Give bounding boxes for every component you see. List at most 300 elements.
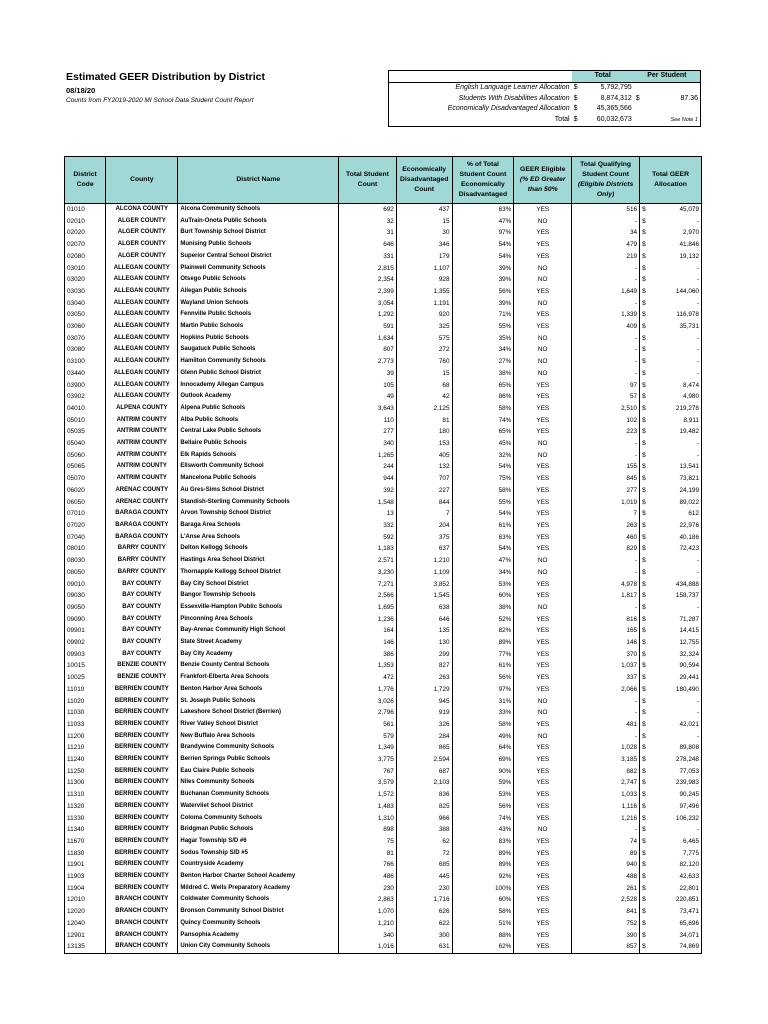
currency-sign: $ xyxy=(642,919,646,927)
county-name: BRANCH COUNTY xyxy=(106,918,178,930)
county-name: BERRIEN COUNTY xyxy=(106,836,178,848)
econ-disadvantaged-pct: 39% xyxy=(452,263,514,275)
econ-disadvantaged-pct: 89% xyxy=(452,637,514,649)
econ-disadvantaged-count: 1,716 xyxy=(396,894,452,906)
geer-allocation-value: - xyxy=(696,276,699,284)
qualifying-student-count xyxy=(572,660,640,672)
geer-eligible: YES xyxy=(514,883,572,895)
qualifying-student-count xyxy=(572,426,640,438)
qualifying-student-count xyxy=(572,555,640,567)
econ-disadvantaged-count: 626 xyxy=(396,906,452,918)
col-header-eligible-note: (% ED Greater than 50% xyxy=(519,176,566,193)
qualifying-student-count xyxy=(572,532,640,544)
table-row xyxy=(65,918,702,930)
currency-sign: $ xyxy=(642,241,646,249)
county-name: BERRIEN COUNTY xyxy=(106,719,178,731)
geer-eligible: YES xyxy=(514,391,572,403)
district-code: 13135 xyxy=(65,941,106,953)
district-name: Plainwell Community Schools xyxy=(178,263,339,275)
district-name: Saugatuck Public Schools xyxy=(178,344,339,356)
district-code: 11310 xyxy=(65,789,106,801)
econ-disadvantaged-count: 2,103 xyxy=(396,777,452,789)
econ-disadvantaged-count: 825 xyxy=(396,801,452,813)
econ-disadvantaged-pct: 34% xyxy=(452,567,514,579)
qualifying-student-count xyxy=(572,625,640,637)
district-name: Martin Public Schools xyxy=(178,321,339,333)
geer-allocation-value: 90,245 xyxy=(679,791,699,799)
geer-eligible: YES xyxy=(514,543,572,555)
district-name: Lakeshore School District (Berrien) xyxy=(178,707,339,719)
table-row xyxy=(65,356,702,368)
geer-allocation-value: 278,248 xyxy=(675,756,699,764)
geer-allocation-value: 6,465 xyxy=(683,837,699,845)
district-name: Coldwater Community Schools xyxy=(178,894,339,906)
total-student-count: 75 xyxy=(339,836,397,848)
geer-allocation xyxy=(640,579,702,591)
district-code: 09902 xyxy=(65,637,106,649)
geer-allocation xyxy=(640,801,702,813)
county-name: BERRIEN COUNTY xyxy=(106,859,178,871)
table-row xyxy=(65,532,702,544)
county-name: BERRIEN COUNTY xyxy=(106,696,178,708)
district-name: Alpena Public Schools xyxy=(178,403,339,415)
geer-allocation-value: 74,869 xyxy=(679,943,699,951)
table-row xyxy=(65,508,702,520)
econ-disadvantaged-pct: 86% xyxy=(452,391,514,403)
econ-disadvantaged-count: 1,191 xyxy=(396,298,452,310)
district-code: 12010 xyxy=(65,894,106,906)
col-header-total: Total Student Count xyxy=(339,157,397,204)
table-row xyxy=(65,579,702,591)
geer-allocation xyxy=(640,707,702,719)
geer-allocation-value: - xyxy=(696,451,699,459)
total-student-count: 392 xyxy=(339,485,397,497)
total-student-count: 244 xyxy=(339,461,397,473)
geer-allocation xyxy=(640,227,702,239)
qualifying-student-count xyxy=(572,941,640,953)
econ-disadvantaged-count: 966 xyxy=(396,813,452,825)
district-name: Munising Public Schools xyxy=(178,239,339,251)
district-code: 03050 xyxy=(65,309,106,321)
geer-allocation-value: - xyxy=(696,369,699,377)
qualifying-student-count-value: - xyxy=(634,709,638,717)
qualifying-student-count-value: 829 xyxy=(626,545,638,553)
qualifying-student-count-value: 481 xyxy=(626,720,638,728)
table-row xyxy=(65,801,702,813)
district-code: 08010 xyxy=(65,543,106,555)
county-name: ALLEGAN COUNTY xyxy=(106,344,178,356)
county-name: BARAGA COUNTY xyxy=(106,508,178,520)
econ-disadvantaged-count: 1,545 xyxy=(396,590,452,602)
total-student-count: 692 xyxy=(339,204,397,216)
total-student-count: 1,776 xyxy=(339,684,397,696)
county-name: BERRIEN COUNTY xyxy=(106,883,178,895)
table-row xyxy=(65,696,702,708)
table-row xyxy=(65,941,702,953)
qualifying-student-count-value: 219 xyxy=(626,252,638,260)
econ-disadvantaged-count: 844 xyxy=(396,497,452,509)
geer-allocation-value: - xyxy=(696,358,699,366)
geer-allocation xyxy=(640,672,702,684)
district-name: Berrien Springs Public Schools xyxy=(178,754,339,766)
county-name: ALGER COUNTY xyxy=(106,216,178,228)
qualifying-student-count-value: - xyxy=(634,451,638,459)
geer-eligible: NO xyxy=(514,731,572,743)
qualifying-student-count xyxy=(572,298,640,310)
table-row xyxy=(65,333,702,345)
geer-eligible: YES xyxy=(514,614,572,626)
geer-allocation-value: - xyxy=(696,299,699,307)
table-row xyxy=(65,742,702,754)
table-row xyxy=(65,555,702,567)
geer-allocation xyxy=(640,941,702,953)
geer-allocation-value: 612 xyxy=(688,510,699,518)
qualifying-student-count-value: - xyxy=(634,732,638,740)
econ-disadvantaged-pct: 54% xyxy=(452,461,514,473)
econ-disadvantaged-count: 405 xyxy=(396,450,452,462)
district-code: 03060 xyxy=(65,321,106,333)
econ-disadvantaged-count: 42 xyxy=(396,391,452,403)
total-student-count: 1,265 xyxy=(339,450,397,462)
qualifying-student-count-value: 146 xyxy=(626,639,638,647)
district-name: Arvon Township School District xyxy=(178,508,339,520)
econ-disadvantaged-pct: 61% xyxy=(452,660,514,672)
total-student-count: 230 xyxy=(339,883,397,895)
geer-allocation xyxy=(640,216,702,228)
district-name: Bronson Community School District xyxy=(178,906,339,918)
currency-sign: $ xyxy=(642,896,646,904)
econ-disadvantaged-pct: 33% xyxy=(452,707,514,719)
currency-sign: $ xyxy=(642,639,646,647)
district-code: 05040 xyxy=(65,438,106,450)
geer-allocation xyxy=(640,251,702,263)
currency-sign: $ xyxy=(642,615,646,623)
county-name: BERRIEN COUNTY xyxy=(106,742,178,754)
econ-disadvantaged-pct: 32% xyxy=(452,450,514,462)
currency-sign: $ xyxy=(642,826,646,834)
currency-sign: $ xyxy=(642,943,646,951)
district-name: L'Anse Area Schools xyxy=(178,532,339,544)
geer-eligible: YES xyxy=(514,473,572,485)
geer-eligible: YES xyxy=(514,251,572,263)
geer-allocation xyxy=(640,930,702,942)
geer-eligible: YES xyxy=(514,204,572,216)
district-code: 12020 xyxy=(65,906,106,918)
summary-header-total: Total xyxy=(572,71,634,83)
table-row xyxy=(65,520,702,532)
geer-allocation xyxy=(640,450,702,462)
econ-disadvantaged-count: 575 xyxy=(396,333,452,345)
county-name: ALLEGAN COUNTY xyxy=(106,321,178,333)
econ-disadvantaged-count: 865 xyxy=(396,742,452,754)
district-code: 03100 xyxy=(65,356,106,368)
geer-allocation xyxy=(640,485,702,497)
total-student-count: 1,548 xyxy=(339,497,397,509)
county-name: ALLEGAN COUNTY xyxy=(106,333,178,345)
district-code: 09050 xyxy=(65,602,106,614)
district-name: Mancelona Public Schools xyxy=(178,473,339,485)
econ-disadvantaged-pct: 74% xyxy=(452,415,514,427)
qualifying-student-count xyxy=(572,696,640,708)
econ-disadvantaged-count: 919 xyxy=(396,707,452,719)
geer-allocation xyxy=(640,602,702,614)
geer-eligible: YES xyxy=(514,625,572,637)
geer-eligible: YES xyxy=(514,380,572,392)
col-header-eligible-title: GEER Eligible xyxy=(520,166,566,173)
qualifying-student-count-value: - xyxy=(634,440,638,448)
econ-disadvantaged-pct: 97% xyxy=(452,227,514,239)
currency-sign: $ xyxy=(642,685,646,693)
total-student-count: 164 xyxy=(339,625,397,637)
econ-disadvantaged-count: 180 xyxy=(396,426,452,438)
total-student-count: 2,796 xyxy=(339,707,397,719)
qualifying-student-count-value: 7 xyxy=(633,510,638,518)
county-name: BAY COUNTY xyxy=(106,614,178,626)
district-code: 09903 xyxy=(65,649,106,661)
currency-sign: $ xyxy=(642,861,646,869)
county-name: BAY COUNTY xyxy=(106,590,178,602)
summary-label: English Language Learner Allocation xyxy=(455,83,570,91)
qualifying-student-count xyxy=(572,356,640,368)
table-row xyxy=(65,216,702,228)
currency-sign: $ xyxy=(642,580,646,588)
table-row xyxy=(65,461,702,473)
geer-allocation-value: 82,120 xyxy=(679,861,699,869)
total-student-count: 1,310 xyxy=(339,813,397,825)
currency-sign: $ xyxy=(642,767,646,775)
geer-allocation xyxy=(640,883,702,895)
county-name: BENZIE COUNTY xyxy=(106,672,178,684)
econ-disadvantaged-count: 325 xyxy=(396,321,452,333)
econ-disadvantaged-pct: 89% xyxy=(452,859,514,871)
econ-disadvantaged-count: 62 xyxy=(396,836,452,848)
district-code: 11200 xyxy=(65,731,106,743)
district-name: Fennville Public Schools xyxy=(178,309,339,321)
table-row xyxy=(65,614,702,626)
qualifying-student-count-value: - xyxy=(634,603,638,611)
econ-disadvantaged-pct: 59% xyxy=(452,777,514,789)
qualifying-student-count xyxy=(572,637,640,649)
currency-sign: $ xyxy=(642,229,646,237)
currency-sign: $ xyxy=(642,837,646,845)
econ-disadvantaged-pct: 60% xyxy=(452,894,514,906)
county-name: BERRIEN COUNTY xyxy=(106,824,178,836)
qualifying-student-count xyxy=(572,204,640,216)
qualifying-student-count-value: 2,528 xyxy=(621,896,638,904)
econ-disadvantaged-pct: 92% xyxy=(452,871,514,883)
geer-allocation-value: 41,846 xyxy=(679,241,699,249)
geer-allocation-value: 29,441 xyxy=(679,674,699,682)
qualifying-student-count xyxy=(572,579,640,591)
econ-disadvantaged-count: 437 xyxy=(396,204,452,216)
district-name: Bellaire Public Schools xyxy=(178,438,339,450)
qualifying-student-count-value: 845 xyxy=(626,475,638,483)
geer-allocation xyxy=(640,696,702,708)
currency-sign: $ xyxy=(642,650,646,658)
qualifying-student-count-value: - xyxy=(634,217,638,225)
currency-sign: $ xyxy=(642,346,646,354)
geer-allocation-value: 24,199 xyxy=(679,486,699,494)
county-name: ALLEGAN COUNTY xyxy=(106,286,178,298)
county-name: ALLEGAN COUNTY xyxy=(106,356,178,368)
qualifying-student-count xyxy=(572,707,640,719)
qualifying-student-count xyxy=(572,614,640,626)
econ-disadvantaged-pct: 53% xyxy=(452,789,514,801)
total-student-count: 2,399 xyxy=(339,286,397,298)
district-code: 11240 xyxy=(65,754,106,766)
currency-sign: $ xyxy=(642,276,646,284)
geer-eligible: YES xyxy=(514,426,572,438)
district-code: 11033 xyxy=(65,719,106,731)
total-student-count: 81 xyxy=(339,848,397,860)
geer-allocation-value: - xyxy=(696,217,699,225)
geer-allocation-value: 8,474 xyxy=(683,381,699,389)
summary-per-currency: $ xyxy=(635,94,640,102)
qualifying-student-count xyxy=(572,321,640,333)
geer-allocation-value: 90,594 xyxy=(679,662,699,670)
district-code: 05065 xyxy=(65,461,106,473)
summary-per-currency xyxy=(634,83,646,94)
econ-disadvantaged-pct: 62% xyxy=(452,941,514,953)
qualifying-student-count xyxy=(572,263,640,275)
county-name: BERRIEN COUNTY xyxy=(106,871,178,883)
currency-sign: $ xyxy=(642,428,646,436)
summary-per-student-value xyxy=(646,82,701,93)
geer-eligible: YES xyxy=(514,461,572,473)
qualifying-student-count xyxy=(572,824,640,836)
table-row xyxy=(65,777,702,789)
district-distribution-table xyxy=(64,156,702,954)
qualifying-student-count xyxy=(572,274,640,286)
qualifying-student-count-value: - xyxy=(634,346,638,354)
county-name: BERRIEN COUNTY xyxy=(106,684,178,696)
qualifying-student-count xyxy=(572,602,640,614)
county-name: BERRIEN COUNTY xyxy=(106,777,178,789)
econ-disadvantaged-pct: 65% xyxy=(452,380,514,392)
summary-label: Total xyxy=(554,116,570,124)
geer-eligible: YES xyxy=(514,789,572,801)
econ-disadvantaged-pct: 63% xyxy=(452,204,514,216)
econ-disadvantaged-pct: 58% xyxy=(452,403,514,415)
econ-disadvantaged-pct: 88% xyxy=(452,930,514,942)
econ-disadvantaged-pct: 58% xyxy=(452,485,514,497)
geer-eligible: NO xyxy=(514,450,572,462)
summary-label: Students With Disabilities Allocation xyxy=(458,94,570,102)
geer-allocation-value: - xyxy=(696,826,699,834)
geer-allocation-value: 65,696 xyxy=(679,919,699,927)
total-student-count: 110 xyxy=(339,415,397,427)
total-student-count: 2,863 xyxy=(339,894,397,906)
total-student-count: 2,566 xyxy=(339,590,397,602)
qualifying-student-count-value: 277 xyxy=(626,486,638,494)
currency-sign: $ xyxy=(642,603,646,611)
geer-eligible: NO xyxy=(514,567,572,579)
table-row xyxy=(65,660,702,672)
summary-per-student-value: See Note 1 xyxy=(670,117,698,124)
econ-disadvantaged-pct: 63% xyxy=(452,532,514,544)
qualifying-student-count xyxy=(572,227,640,239)
county-name: ALLEGAN COUNTY xyxy=(106,368,178,380)
geer-allocation-value: 434,888 xyxy=(675,580,699,588)
table-row xyxy=(65,836,702,848)
qualifying-student-count xyxy=(572,742,640,754)
geer-eligible: YES xyxy=(514,684,572,696)
table-row xyxy=(65,930,702,942)
district-name: Essexville-Hampton Public Schools xyxy=(178,602,339,614)
currency-sign: $ xyxy=(642,404,646,412)
geer-eligible: YES xyxy=(514,649,572,661)
econ-disadvantaged-count: 204 xyxy=(396,520,452,532)
qualifying-student-count xyxy=(572,883,640,895)
table-row xyxy=(65,391,702,403)
total-student-count: 1,695 xyxy=(339,602,397,614)
district-code: 11020 xyxy=(65,696,106,708)
total-student-count: 766 xyxy=(339,859,397,871)
table-row xyxy=(65,298,702,310)
qualifying-student-count xyxy=(572,754,640,766)
table-row xyxy=(65,543,702,555)
geer-eligible: NO xyxy=(514,216,572,228)
geer-allocation-value: 106,232 xyxy=(675,814,699,822)
econ-disadvantaged-count: 68 xyxy=(396,380,452,392)
summary-row xyxy=(389,104,701,115)
econ-disadvantaged-count: 153 xyxy=(396,438,452,450)
qualifying-student-count-value: 223 xyxy=(626,428,638,436)
qualifying-student-count-value: 1,649 xyxy=(621,287,638,295)
geer-allocation xyxy=(640,660,702,672)
geer-allocation-value: 22,976 xyxy=(679,521,699,529)
district-name: Hagar Township S/D #6 xyxy=(178,836,339,848)
geer-eligible: YES xyxy=(514,579,572,591)
total-student-count: 386 xyxy=(339,649,397,661)
qualifying-student-count-value: 1,037 xyxy=(621,662,638,670)
district-name: Alba Public Schools xyxy=(178,415,339,427)
econ-disadvantaged-count: 638 xyxy=(396,602,452,614)
geer-allocation xyxy=(640,497,702,509)
summary-row xyxy=(389,82,701,93)
geer-eligible: NO xyxy=(514,368,572,380)
total-student-count: 1,483 xyxy=(339,801,397,813)
county-name: BRANCH COUNTY xyxy=(106,941,178,953)
district-code: 04010 xyxy=(65,403,106,415)
geer-allocation-value: 22,801 xyxy=(679,884,699,892)
geer-allocation-value: 12,755 xyxy=(679,639,699,647)
table-row xyxy=(65,344,702,356)
table-row xyxy=(65,263,702,275)
currency-sign: $ xyxy=(642,908,646,916)
currency-sign: $ xyxy=(642,440,646,448)
geer-allocation-value: 77,053 xyxy=(679,767,699,775)
econ-disadvantaged-count: 388 xyxy=(396,824,452,836)
qualifying-student-count-value: 261 xyxy=(626,884,638,892)
currency-sign: $ xyxy=(642,486,646,494)
econ-disadvantaged-pct: 53% xyxy=(452,579,514,591)
district-name: Burt Township School District xyxy=(178,227,339,239)
qualifying-student-count xyxy=(572,520,640,532)
geer-allocation xyxy=(640,824,702,836)
qualifying-student-count-value: 841 xyxy=(626,908,638,916)
summary-per-currency xyxy=(634,104,646,115)
table-row xyxy=(65,649,702,661)
econ-disadvantaged-count: 685 xyxy=(396,859,452,871)
qualifying-student-count-value: 1,339 xyxy=(621,311,638,319)
geer-eligible: YES xyxy=(514,660,572,672)
geer-allocation-value: 34,071 xyxy=(679,931,699,939)
currency-sign: $ xyxy=(642,674,646,682)
currency-sign: $ xyxy=(642,416,646,424)
econ-disadvantaged-pct: 60% xyxy=(452,590,514,602)
district-code: 05070 xyxy=(65,473,106,485)
